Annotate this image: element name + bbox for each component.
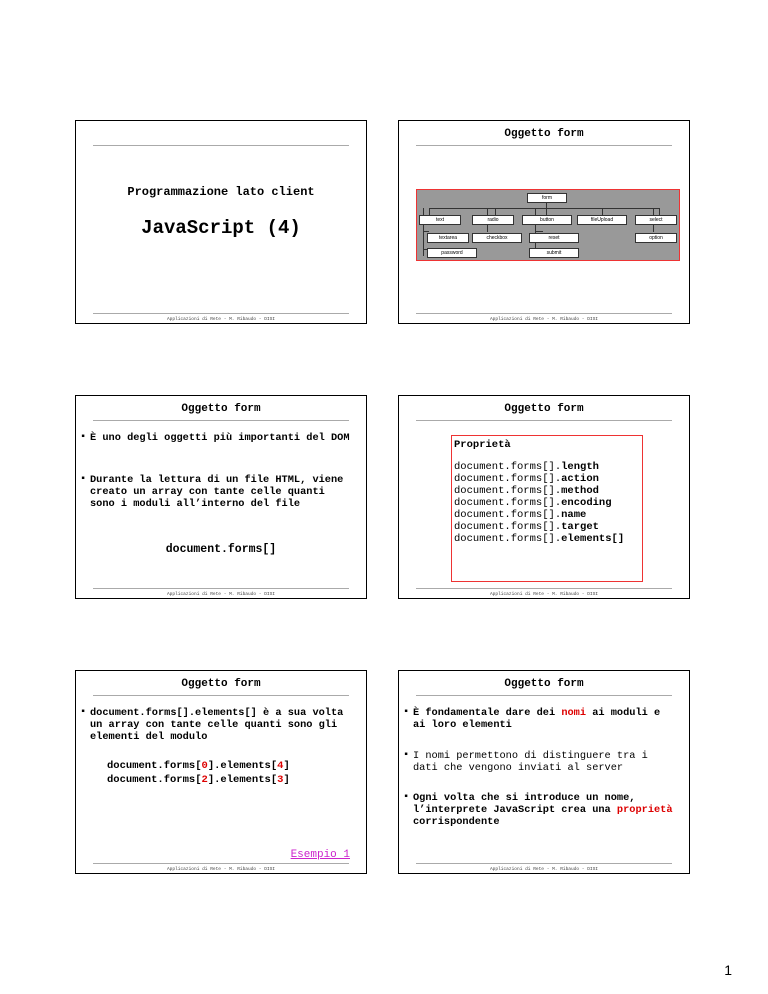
title-rule xyxy=(93,695,349,696)
connector xyxy=(546,208,547,215)
footer-rule xyxy=(416,588,672,589)
slide-title: Oggetto form xyxy=(504,403,584,415)
connector xyxy=(602,208,603,215)
slide-footer: Applicazioni di Rete - M. Ribaudo - DISI xyxy=(166,317,276,322)
footer-rule xyxy=(93,588,349,589)
title-rule xyxy=(93,145,349,146)
slide-footer: Applicazioni di Rete - M. Ribaudo - DISI xyxy=(489,592,599,597)
title-rule xyxy=(93,420,349,421)
bullet-item: ▪ Ogni volta che si introduce un nome, l’interprete JavaScript crea una proprietà corrispondente xyxy=(413,792,673,828)
code-line: document.forms[2].elements[3] xyxy=(107,774,290,786)
properties-heading: Proprietà xyxy=(454,439,511,451)
node-form: form xyxy=(527,193,567,203)
connector xyxy=(495,208,496,215)
connector xyxy=(535,231,543,232)
node-option: option xyxy=(635,233,677,243)
node-submit: submit xyxy=(529,248,579,258)
slide-3 xyxy=(75,395,367,599)
bullet-item: ▪ Durante la lettura di un file HTML, viene creato un array con tante celle quanti sono i moduli all’interno del file xyxy=(90,474,350,510)
node-password: password xyxy=(427,248,477,258)
slide-footer: Applicazioni di Rete - M. Ribaudo - DISI xyxy=(166,867,276,872)
bullet-item: ▪ È uno degli oggetti più importanti del DOM xyxy=(90,432,350,444)
slide-2 xyxy=(398,120,690,324)
property-line: document.forms[].elements[] xyxy=(454,533,625,545)
node-button: button xyxy=(522,215,572,225)
slide-main-title: JavaScript (4) xyxy=(141,217,301,239)
title-rule xyxy=(416,420,672,421)
slide-title: Oggetto form xyxy=(504,678,584,690)
slide-6 xyxy=(398,670,690,874)
slide-title: Oggetto form xyxy=(181,403,261,415)
page-number: 1 xyxy=(724,962,732,978)
slide-title: Oggetto form xyxy=(181,678,261,690)
node-select: select xyxy=(635,215,677,225)
esempio-link[interactable]: Esempio 1 xyxy=(290,849,350,861)
properties-list xyxy=(454,461,624,545)
slide-footer: Applicazioni di Rete - M. Ribaudo - DISI xyxy=(489,317,599,322)
connector xyxy=(429,208,430,215)
property-line: document.forms[].encoding xyxy=(454,497,612,509)
footer-rule xyxy=(416,313,672,314)
slide-footer: Applicazioni di Rete - M. Ribaudo - DISI xyxy=(166,592,276,597)
property-line: document.forms[].target xyxy=(454,521,599,533)
footer-rule xyxy=(416,863,672,864)
title-rule xyxy=(416,695,672,696)
title-rule xyxy=(416,145,672,146)
node-radio: radio xyxy=(472,215,514,225)
node-checkbox: checkbox xyxy=(472,233,522,243)
connector xyxy=(429,208,659,209)
property-line: document.forms[].method xyxy=(454,485,599,497)
bullet-item: ▪ È fondamentale dare dei nomi ai moduli e ai loro elementi xyxy=(413,707,673,731)
slide-4 xyxy=(398,395,690,599)
code-line: document.forms[0].elements[4] xyxy=(107,760,290,772)
code-examples xyxy=(107,759,290,787)
code-forms-array: document.forms[] xyxy=(165,543,277,556)
node-textarea: textarea xyxy=(427,233,469,243)
form-hierarchy-diagram xyxy=(416,189,680,261)
properties-box xyxy=(451,435,643,582)
slide-footer: Applicazioni di Rete - M. Ribaudo - DISI xyxy=(489,867,599,872)
node-text: text xyxy=(419,215,461,225)
property-line: document.forms[].action xyxy=(454,473,599,485)
bullet-item: ▪ I nomi permettono di distinguere tra i dati che vengono inviati al server xyxy=(413,750,673,774)
connector xyxy=(659,208,660,215)
node-reset: reset xyxy=(529,233,579,243)
bullet-item: ▪ document.forms[].elements[] è a sua volta un array con tante celle quanti sono gli elementi del modulo xyxy=(90,707,350,743)
connector xyxy=(423,231,429,232)
property-line: document.forms[].length xyxy=(454,461,599,473)
slide-title: Oggetto form xyxy=(504,128,584,140)
property-line: document.forms[].name xyxy=(454,509,587,521)
footer-rule xyxy=(93,313,349,314)
slide-5 xyxy=(75,670,367,874)
node-fileupload: fileUpload xyxy=(577,215,627,225)
footer-rule xyxy=(93,863,349,864)
slide-1 xyxy=(75,120,367,324)
slide-subtitle: Programmazione lato client xyxy=(127,185,315,199)
